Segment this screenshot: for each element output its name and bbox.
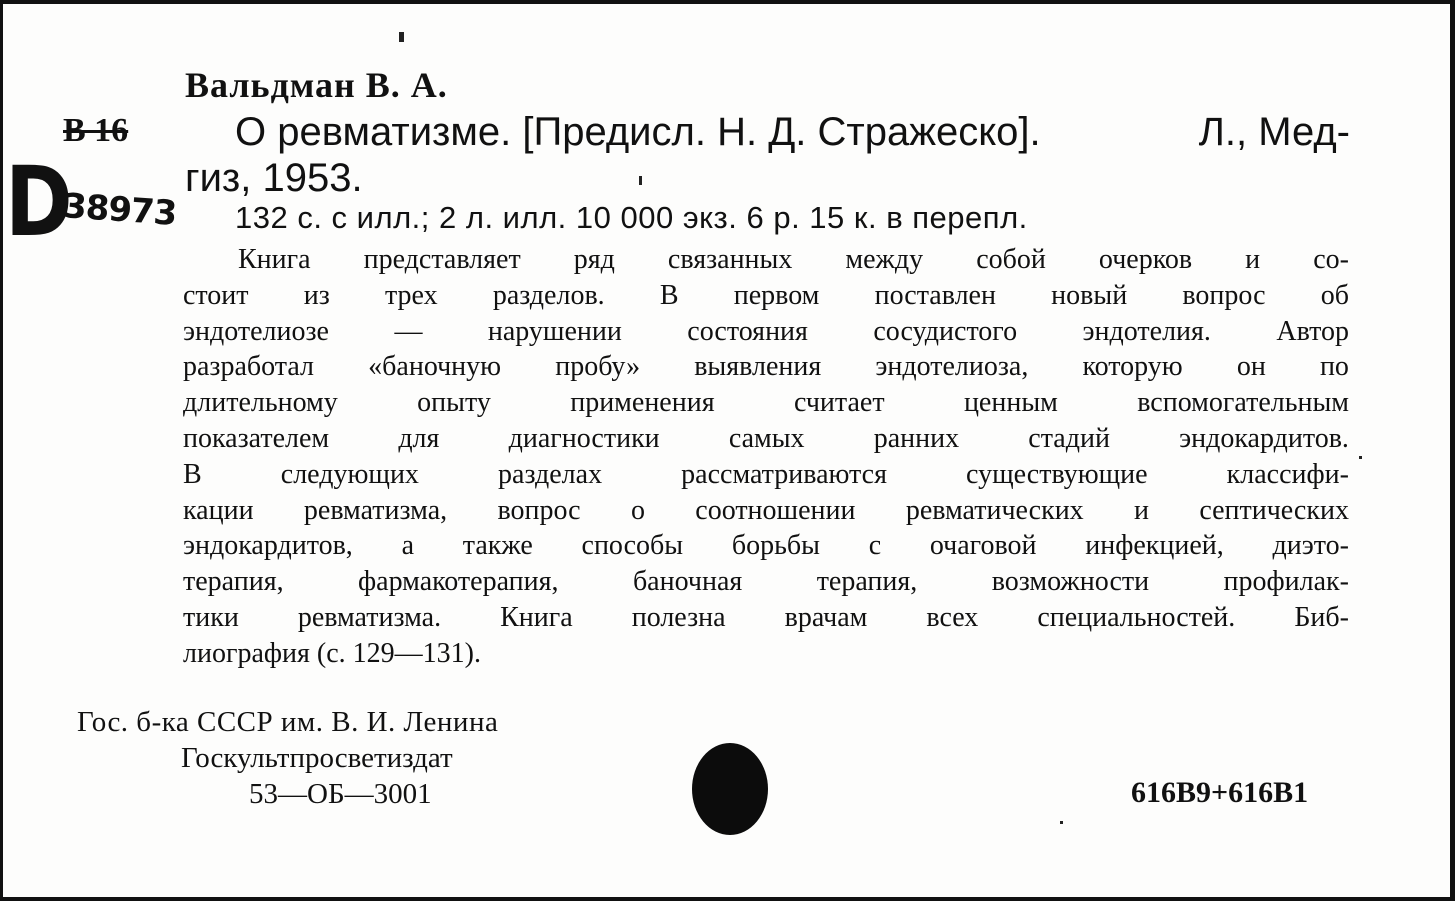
abstract-line (183, 528, 1349, 564)
abstract-word: эндотелия. (1082, 315, 1211, 347)
title-text: О ревматизме. [Предисл. Н. Д. Стражеско]. (235, 110, 1041, 154)
punch-hole (692, 743, 768, 835)
abstract-word: применения (570, 387, 715, 419)
abstract-word: длительному (183, 387, 338, 419)
abstract-word: эндокардитов, (183, 530, 353, 562)
abstract-word: самых (728, 422, 805, 454)
abstract-word: ревматизма, (303, 494, 448, 526)
abstract-word: Автор (1276, 315, 1349, 347)
abstract-word: способы (581, 530, 684, 562)
abstract-word: «баночную (368, 351, 502, 383)
abstract-word: терапия, (816, 566, 918, 598)
abstract-word: стоит (183, 279, 249, 311)
abstract-word: поставлен (874, 279, 996, 311)
abstract-word: представляет (363, 244, 521, 275)
abstract-word: нарушении (487, 315, 622, 347)
abstract-word: и (1245, 244, 1261, 275)
shelf-mark-letter: D (5, 146, 73, 258)
abstract-word: полезна (631, 601, 726, 633)
abstract-word: баночная (632, 566, 743, 598)
abstract-word: состояния (687, 315, 808, 347)
abstract-line (183, 564, 1349, 600)
abstract-word: очаговой (929, 530, 1037, 562)
abstract-word: опыту (417, 387, 491, 419)
abstract-word: вспомогательным (1137, 387, 1349, 419)
abstract-word: рассматриваются (681, 458, 887, 490)
abstract-word: связанных (667, 244, 793, 275)
abstract-word: трех (384, 279, 438, 311)
abstract-word: об (1320, 279, 1349, 311)
abstract-word: также (462, 530, 533, 562)
scan-speck (1359, 456, 1362, 459)
abstract-word: разделах (498, 458, 603, 490)
title-place-publisher: Л., Мед- (1198, 110, 1350, 154)
abstract-line (183, 314, 1349, 350)
abstract-word: а (401, 530, 414, 562)
abstract-word: эндокардитов. (1179, 422, 1349, 454)
collation-line: 132 с. с илл.; 2 л. илл. 10 000 экз. 6 р. 15 к. в перепл. (235, 200, 1028, 235)
abstract-word: первом (733, 279, 820, 311)
abstract-word: которую (1082, 351, 1183, 383)
abstract-word: профилак- (1223, 566, 1349, 598)
scan-speck (1060, 821, 1063, 824)
abstract-line (183, 493, 1349, 529)
udc-index: 616В9+616В1 (1131, 776, 1309, 809)
abstract-line-text: лиография (с. 129—131). (183, 637, 481, 669)
abstract-word: разработал (183, 351, 315, 383)
abstract-line (183, 421, 1349, 457)
abstract-word: по (1319, 351, 1349, 383)
scan-speck (639, 176, 642, 185)
shelf-mark-handwritten-number: 38973 (61, 186, 178, 234)
struck-classification-mark: В 16 (63, 112, 129, 149)
abstract-word: борьбы (731, 530, 820, 562)
abstract-word: с (868, 530, 882, 562)
abstract-paragraph (183, 242, 1349, 672)
abstract-word: всех (926, 601, 979, 633)
author-heading: Вальдман В. А. (185, 65, 448, 105)
abstract-word: инфекцией, (1085, 530, 1224, 562)
abstract-word: врачам (784, 601, 868, 633)
abstract-word: ряд (573, 244, 615, 275)
abstract-word: выявления (694, 351, 822, 383)
abstract-word: существующие (966, 458, 1148, 490)
scan-speck (399, 32, 404, 42)
library-imprint: Гос. б-ка СССР им. В. И. Ленина (77, 706, 499, 738)
abstract-word: пробу» (555, 351, 641, 383)
abstract-word: из (303, 279, 330, 311)
abstract-word: Книга (500, 601, 573, 633)
abstract-word: В (659, 279, 679, 311)
abstract-word: между (845, 244, 924, 275)
abstract-word: очерков (1098, 244, 1193, 275)
abstract-word: классифи- (1226, 458, 1349, 490)
abstract-word: фармакотерапия, (358, 566, 559, 598)
abstract-word: со- (1313, 244, 1349, 275)
abstract-word: он (1236, 351, 1266, 383)
abstract-line (183, 278, 1349, 314)
abstract-word: о (630, 494, 645, 526)
abstract-word: считает (793, 387, 885, 419)
abstract-word: В (183, 458, 202, 490)
abstract-word: сосудистого (873, 315, 1018, 347)
abstract-word: вопрос (1182, 279, 1266, 311)
title-line-1 (235, 110, 1350, 155)
abstract-word: вопрос (497, 494, 581, 526)
order-number: 53—ОБ—3001 (249, 778, 432, 810)
abstract-word: кации (183, 494, 254, 526)
abstract-line (183, 457, 1349, 493)
abstract-word: специальностей. (1037, 601, 1236, 633)
card-publisher: Госкультпросветиздат (181, 742, 453, 774)
abstract-word: диэто- (1272, 530, 1349, 562)
abstract-word: показателем (183, 422, 330, 454)
abstract-line (183, 600, 1349, 636)
abstract-word: Биб- (1294, 601, 1349, 633)
abstract-word: новый (1051, 279, 1128, 311)
abstract-word: ранних (873, 422, 960, 454)
abstract-word: разделов. (492, 279, 605, 311)
abstract-word: эндотелиозе (183, 315, 329, 347)
abstract-word: и (1134, 494, 1149, 526)
abstract-word: тики (183, 601, 239, 633)
abstract-word: Книга (238, 244, 311, 275)
abstract-word: септических (1199, 494, 1349, 526)
abstract-line (183, 349, 1349, 385)
abstract-word: возможности (991, 566, 1150, 598)
abstract-word: ценным (963, 387, 1058, 419)
abstract-line (183, 385, 1349, 421)
abstract-word: терапия, (183, 566, 284, 598)
abstract-word: ревматических (905, 494, 1084, 526)
abstract-word: диагностики (508, 422, 660, 454)
abstract-word: соотношении (695, 494, 856, 526)
abstract-word: для (398, 422, 440, 454)
abstract-word: следующих (280, 458, 419, 490)
abstract-word: собой (976, 244, 1046, 275)
abstract-word: стадий (1028, 422, 1110, 454)
abstract-line (183, 636, 1349, 672)
abstract-line (183, 242, 1349, 278)
abstract-word: эндотелиоза, (875, 351, 1029, 383)
abstract-word: — (394, 315, 423, 347)
title-line-2: гиз, 1953. (185, 156, 363, 200)
abstract-word: ревматизма. (297, 601, 442, 633)
